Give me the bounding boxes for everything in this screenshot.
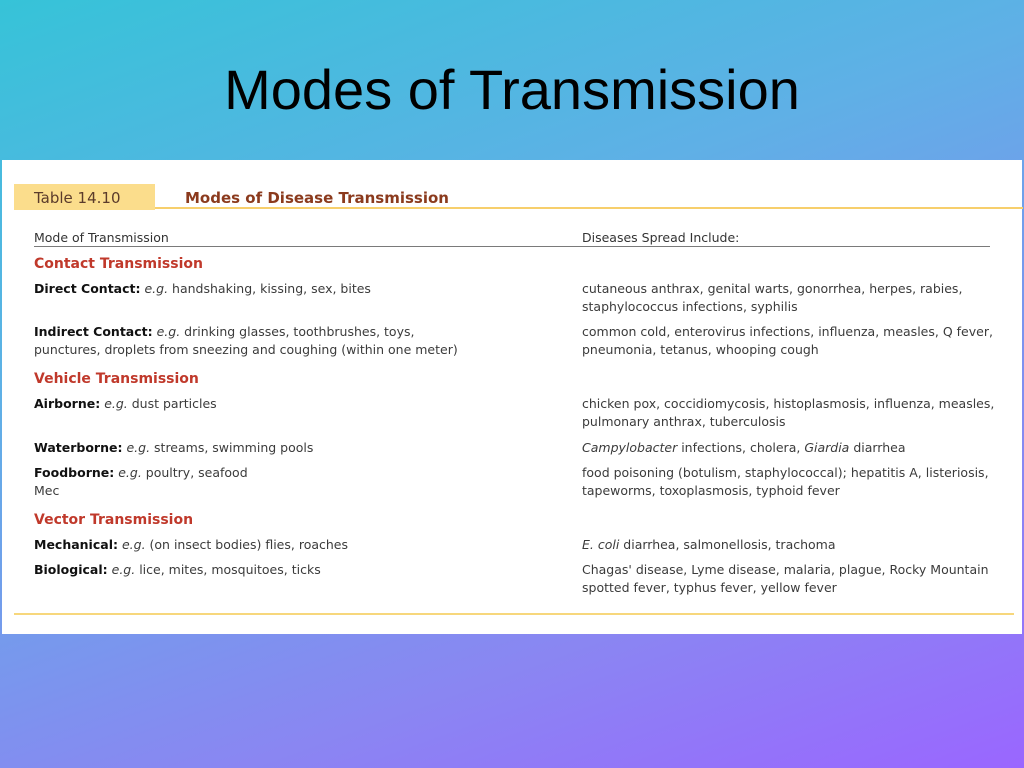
eg-label: e.g. xyxy=(121,537,146,552)
eg-label: e.g. xyxy=(118,465,142,480)
slide-title: Modes of Transmission xyxy=(224,58,800,121)
mode-example: (on insect bodies) flies, roaches xyxy=(149,537,349,552)
diseases-cell xyxy=(582,536,1002,554)
mode-name: Indirect Contact: xyxy=(34,324,153,339)
diseases-cell: Chagas' disease, Lyme disease, malaria, plague, Rocky Mountain spotted fever, typhus fever, yellow fever xyxy=(582,562,989,595)
mode-cell xyxy=(34,280,534,298)
diseases-cell xyxy=(582,439,1002,457)
mode-name: Airborne: xyxy=(34,396,101,411)
diseases-cell: common cold, enterovirus infections, influenza, measles, Q fever, pneumonia, tetanus, whooping cough xyxy=(582,324,993,357)
mode-cell xyxy=(34,323,484,359)
mode-extra: Mec xyxy=(34,483,60,498)
mode-name: Mechanical: xyxy=(34,537,118,552)
eg-label: e.g. xyxy=(144,281,169,296)
table-title: Modes of Disease Transmission xyxy=(185,189,449,207)
diseases-text: infections, cholera, xyxy=(677,440,805,455)
mode-name: Biological: xyxy=(34,562,108,577)
eg-label: e.g. xyxy=(156,324,181,339)
mode-name: Foodborne: xyxy=(34,465,115,480)
diseases-cell: chicken pox, coccidiomycosis, histoplasmosis, influenza, measles, pulmonary anthrax, tuberculosis xyxy=(582,396,995,429)
table-caption xyxy=(14,184,1014,210)
section-heading-contact: Contact Transmission xyxy=(34,256,203,272)
eg-label: e.g. xyxy=(126,440,151,455)
table-number: Table 14.10 xyxy=(34,189,121,207)
diseases-italic: Giardia xyxy=(804,440,850,455)
column-header-diseases: Diseases Spread Include: xyxy=(582,230,740,245)
section-heading-vector: Vector Transmission xyxy=(34,512,194,528)
mode-cell xyxy=(34,561,534,579)
mode-cell xyxy=(34,395,534,413)
diseases-cell: cutaneous anthrax, genital warts, gonorrhea, herpes, rabies, staphylococcus infections, syphilis xyxy=(582,281,963,314)
diseases-text: diarrhea xyxy=(849,440,906,455)
mode-example: streams, swimming pools xyxy=(154,440,314,455)
bottom-rule xyxy=(14,613,1014,615)
mode-name: Waterborne: xyxy=(34,440,123,455)
mode-cell xyxy=(34,464,534,500)
mode-example: handshaking, kissing, sex, bites xyxy=(172,281,371,296)
section-heading-vehicle: Vehicle Transmission xyxy=(34,371,199,387)
column-header-mode: Mode of Transmission xyxy=(34,230,169,245)
mode-name: Direct Contact: xyxy=(34,281,141,296)
eg-label: e.g. xyxy=(111,562,136,577)
table-panel xyxy=(2,160,1022,634)
header-rule xyxy=(34,246,990,247)
mode-example: lice, mites, mosquitoes, ticks xyxy=(139,562,321,577)
mode-example: poultry, seafood xyxy=(145,465,248,480)
diseases-italic: E. coli xyxy=(582,537,620,552)
mode-cell xyxy=(34,536,534,554)
mode-example: drinking glasses, toothbrushes, toys, punctures, droplets from sneezing and coughing (within one meter) xyxy=(34,324,458,357)
mode-cell xyxy=(34,439,534,457)
diseases-text: diarrhea, salmonellosis, trachoma xyxy=(619,537,836,552)
mode-example: dust particles xyxy=(131,396,217,411)
diseases-cell: food poisoning (botulism, staphylococcal); hepatitis A, listeriosis, tapeworms, toxoplasmosis, typhoid fever xyxy=(582,465,989,498)
eg-label: e.g. xyxy=(104,396,128,411)
caption-rule xyxy=(155,207,1023,209)
diseases-italic: Campylobacter xyxy=(582,440,678,455)
